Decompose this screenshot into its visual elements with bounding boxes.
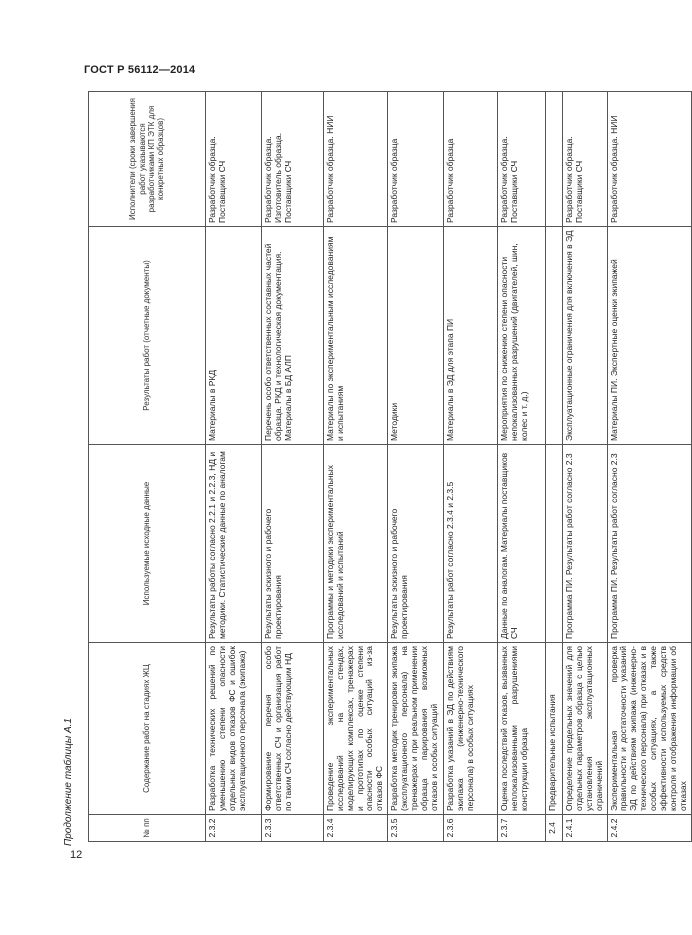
row-performers: Разработчик образца. Поставщики СЧ [206, 92, 262, 227]
row-number: 2.3.7 [498, 815, 546, 842]
column-header-results: Результаты работ (отчетные документы) [89, 227, 206, 445]
table-row [607, 92, 691, 842]
row-results: Методики [388, 227, 444, 445]
row-results [546, 227, 563, 445]
column-header-content: Содержание работ на стадиях ЖЦ [89, 643, 206, 815]
row-inputs: Программы и методики экспериментальных исследований и испытаний [324, 445, 388, 643]
column-header-number: № пп [89, 815, 206, 842]
row-inputs: Результаты работ согласно 2.3.4 и 2.3.5 [444, 445, 498, 643]
row-inputs: Программа ПИ. Результаты работ согласно 2.3 [607, 445, 691, 643]
row-results: Материалы по экспериментальным исследованиям и испытаниям [324, 227, 388, 445]
row-performers: Разработчик образца. НИИ [324, 92, 388, 227]
row-content: Оценка последствий отказов, вызванных неплокализованными разрушениями конструкции образца [498, 643, 546, 815]
row-number: 2.4 [546, 815, 563, 842]
row-inputs [546, 445, 563, 643]
table-header-row [89, 92, 206, 842]
row-inputs: Данные по аналогам. Материалы поставщиков СЧ [498, 445, 546, 643]
row-results: Материалы ПИ. Экспертные оценки экипажей [607, 227, 691, 445]
row-content: Предварительные испытания [546, 643, 563, 815]
row-performers: Разработчик образца. Изготовитель образца. Поставщики СЧ [262, 92, 324, 227]
table-row [324, 92, 388, 842]
table-row [498, 92, 546, 842]
row-results: Материалы в ЭД для этапа ПИ [444, 227, 498, 445]
row-content: Экспериментальная проверка правильности и достаточности указаний ЭД по действиям экипажа (инженерно-технического персонала) при отказах и в особых ситуациях, а также эффективности используемых средств контроля и отображения информации об отказах [607, 643, 691, 815]
table-section-row [546, 92, 563, 842]
works-table [88, 91, 692, 842]
row-results: Перечень особо ответственных составных частей образца. РКД и технологическая документация. Материалы в БД АЛП [262, 227, 324, 445]
table-row [206, 92, 262, 842]
page-number: 12 [70, 849, 83, 861]
table-row [563, 92, 607, 842]
row-inputs: Результаты работы согласно 2.2.1 и 2.2.3, НД и методики. Статистические данные по аналогам [206, 445, 262, 643]
row-number: 2.3.4 [324, 815, 388, 842]
row-performers: Разработчик образца [444, 92, 498, 227]
row-inputs: Результаты эскизного и рабочего проектирования [388, 445, 444, 643]
rotated-table-stage [88, 92, 688, 842]
row-performers: Разработчик образца. НИИ [607, 92, 691, 227]
row-performers: Разработчик образца. Поставщики СЧ [498, 92, 546, 227]
column-header-inputs: Используемые исходные данные [89, 445, 206, 643]
row-number: 2.3.5 [388, 815, 444, 842]
row-content: Разработка методик тренировки экипажа (эксплуатационного персонала) на тренажерах и при реальном применении образца парирования возможных отказов и особых ситуаций [388, 643, 444, 815]
table-continuation-caption: Продолжение таблицы А.1 [63, 718, 74, 846]
row-content: Разработка технических решений по уменьшению степени опасности отдельных видов отказов ФС и ошибок эксплуатационного персонала (экипажа) [206, 643, 262, 815]
row-content: Формирование перечня особо ответственных СЧ и организация работ по таким СЧ согласно действующим НД [262, 643, 324, 815]
row-number: 2.4.1 [563, 815, 607, 842]
table-row [388, 92, 444, 842]
table-row [444, 92, 498, 842]
row-number: 2.3.2 [206, 815, 262, 842]
row-content: Проведение экспериментальных исследований на стендах, моделирующих комплексах, тренажерах и прототипах по оценке степени опасности особых ситуаций из-за отказов ФС [324, 643, 388, 815]
row-content: Определение предельных значений для отдельных параметров образца с целью установления эксплуатационных ограничений [563, 643, 607, 815]
row-inputs: Программа ПИ. Результаты работ согласно 2.3 [563, 445, 607, 643]
row-performers [546, 92, 563, 227]
row-number: 2.3.3 [262, 815, 324, 842]
column-header-performers: Исполнители (сроки завершения работ указываются разработчиками КП ЭТК для конкретных образцов) [89, 92, 206, 227]
row-number: 2.3.6 [444, 815, 498, 842]
row-inputs: Результаты эскизного и рабочего проектирования [262, 445, 324, 643]
row-performers: Разработчик образца. Поставщики СЧ [563, 92, 607, 227]
standard-header: ГОСТ Р 56112—2014 [84, 64, 196, 76]
row-number: 2.4.2 [607, 815, 691, 842]
row-performers: Разработчик образца [388, 92, 444, 227]
row-results: Материалы в РКД [206, 227, 262, 445]
table-row [262, 92, 324, 842]
row-results: Эксплуатационные ограничения для включения в ЭД [563, 227, 607, 445]
row-results: Мероприятия по снижению степени опасности непокализованных разрушений (двигателей, шин, колес и т. д.) [498, 227, 546, 445]
row-content: Разработка указаний в ЭД по действиям экипажа (инженерно-технического персонала) в особых ситуациях [444, 643, 498, 815]
